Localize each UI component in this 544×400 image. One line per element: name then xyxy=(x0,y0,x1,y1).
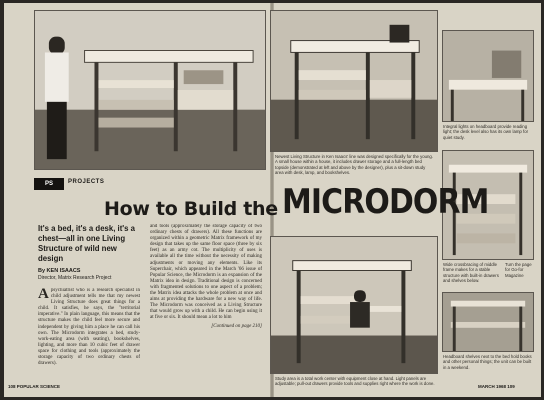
author-role: Director, Matrix Research Project xyxy=(38,274,112,281)
photo-microdorm-top-bunk xyxy=(270,10,438,152)
caption-right-2: Wide crossbracing of middle frame makes for a stable structure with built-in drawers and shelves below. xyxy=(443,262,499,283)
byline xyxy=(38,268,142,281)
folio-left: 108 POPULAR SCIENCE xyxy=(8,384,61,389)
caption-top: Newest Living Structure in Ken Isaacs' line was designed specifically for the young. A small house within a house, it includes drawer storage and a full-length bed topside (demonstrated at left and above by the designer), plus a sit-down study area with desk, lamp, and bookshelves. xyxy=(275,154,433,175)
body-text-2: and tools (approximately the storage capacity of two ordinary chests of drawers). All these functions are organized within a geometric Matrix framework of my design that takes up the same floor space (three by six feet) as an army cot. The multiplicity of uses is available all the time without the necessity of making adjustments or moving any elements. Like its Superchair, which appeared in the March '66 issue of Popular Science, the Microdorm is an expansion of the Matrix idea in design. Traditional design is concerned with fragmented solutions to one aspect of a problem; the Matrix idea attacks the whole problem at once and aims at providing the hardware for a new way of life. The Microdorm was conceived as a Living Structure that would grow up with a child. He can begin using it at five or six. It should mean a lot to him xyxy=(150,224,262,321)
caption-bottom: Study area is a total work center with equipment close at hand. Light panels are adjustable; pull-out drawers provide tools and supplies right where the work is done. xyxy=(275,376,435,387)
headline-right: MICRODORM xyxy=(282,182,489,222)
continued-note: [Continued on page 210] xyxy=(211,323,262,329)
article-deck: It's a bed, it's a desk, it's a chest—all in one Living Structure of wild new design xyxy=(38,224,135,263)
author-name: By KEN ISAACS xyxy=(38,268,81,274)
caption-right-3: Headboard shelves next to the bed hold books and other personal things; the unit can be built in a weekend. xyxy=(443,354,532,370)
photo-headboard-lights xyxy=(442,30,534,122)
photo-study-area xyxy=(270,236,438,374)
body-text-1: psychiatrist who is a research specialist in child adjustment tells me that my newest Living Structure does great things for a child. It satisfies, he says, the "territorial imperative." In plain language, this means that the structure makes the child feel more secure and independent by giving him a place he can call his own. The Microdorm integrates a bed, study-work-eating area (with seating), bookshelves, lighting, and more than 10 cubic feet of drawer space for clothing and tools (approximately the storage capacity of two ordinary chests of drawers). xyxy=(38,288,140,367)
section-tag: PS xyxy=(34,178,64,190)
caption-turn-page: Turn the page for Go-for Magazine xyxy=(505,262,532,278)
folio-right: MARCH 1968 109 xyxy=(478,384,515,389)
caption-right-1: Integral lights on headboard provide reading light; the desk level also has its own lamp for quiet study. xyxy=(443,124,529,140)
headline-left: How to Build the xyxy=(104,198,278,220)
body-column-2 xyxy=(150,224,262,374)
photo-designer-with-microdorm xyxy=(34,10,266,170)
photo-headboard-shelves xyxy=(442,292,534,352)
drop-cap: A xyxy=(38,288,49,302)
body-column-1 xyxy=(38,288,140,380)
section-label: PROJECTS xyxy=(68,179,105,185)
